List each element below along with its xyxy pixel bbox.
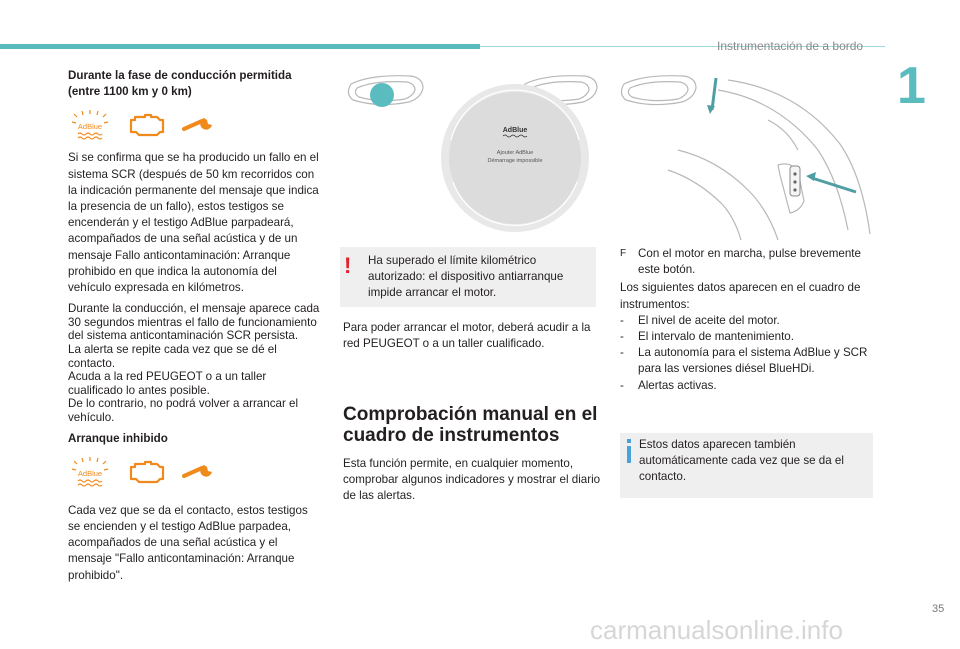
info-callout — [620, 433, 873, 498]
heading-start-inhibited: Arranque inhibido — [68, 431, 168, 445]
list-item: - El intervalo de mantenimiento. — [620, 330, 794, 344]
cluster-message-line1: Ajouter AdBlue — [496, 150, 534, 156]
paragraph-go-to-dealer: Para poder arrancar el motor, deberá acudir a la red PEUGEOT o a un taller cualificado. — [343, 321, 591, 351]
warning-icons-row-2 — [68, 455, 323, 489]
paragraph-scr-fault: Si se confirma que se ha producido un fallo en el sistema SCR (después de 50 km recorridos con la indicación permanente del mensaje que indica la presencia de un fallo), estos testigos se encenderán y el testigo AdBlue parpadeará, acompañados de una señal acústica y de un mensaje Fallo anticontaminación: Arranque prohibido en que indica la autonomía del vehículo expresada en kilómetros. — [68, 151, 319, 295]
list-item: - La autonomía para el sistema AdBlue y SCR para las versiones diésel BlueHDi. — [620, 346, 868, 376]
chapter-number: 1 — [897, 57, 926, 115]
data-list — [620, 313, 874, 394]
svg-text:AdBlue: AdBlue — [77, 468, 103, 478]
engine-warning-icon — [128, 459, 166, 485]
engine-warning-icon — [128, 112, 166, 138]
steering-wheel-button-illustration — [618, 70, 873, 240]
instrument-cluster-illustration — [345, 70, 600, 240]
section-title-manual-check: Comprobación manual en el cuadro de instrumentos — [343, 404, 598, 446]
page-number: 35 — [932, 603, 945, 615]
step-press-button — [620, 246, 874, 278]
paragraph-start-inhibited: Cada vez que se da el contacto, estos testigos se encienden y el testigo AdBlue parpadea, acompañados de una señal acústica y el mensaje "Fallo anticontaminación: Arranque prohibido". — [68, 503, 308, 582]
paragraph-driving-message: Durante la conducción, el mensaje aparece cada 30 segundos mientras el fallo de funcionamiento del sistema anticontaminación SCR persista. La alerta se repite cada vez que se dé el contacto. Acuda a la red PEUGEOT o a un taller cualificado lo antes posible. De lo contrario, no podrá volver a arrancar el vehículo. — [68, 302, 320, 424]
right-column — [620, 246, 874, 394]
warning-text: Ha superado el límite kilométrico autorizado: el dispositivo antiarranque impide arrancar el motor. — [368, 254, 564, 300]
watermark: carmanualsonline.info — [590, 615, 843, 645]
cluster-adblue-label: AdBlue — [502, 127, 528, 134]
page-header-title: Instrumentación de a bordo — [717, 39, 864, 53]
adblue-icon — [68, 108, 112, 142]
warning-icons-row-1 — [68, 108, 323, 142]
list-item: - Alertas activas. — [620, 378, 717, 392]
wrench-icon — [182, 462, 216, 482]
paragraph-data-intro: Los siguientes datos aparecen en el cuadro de instrumentos: — [620, 281, 861, 311]
step-arrow-icon: F — [620, 248, 627, 259]
left-column — [68, 68, 323, 590]
adblue-icon — [68, 455, 112, 489]
warning-callout — [340, 247, 596, 307]
paragraph-function-description: Esta función permite, en cualquier momento, comprobar algunos indicadores y mostrar el diario de las alertas. — [343, 457, 601, 503]
cluster-message-line2: Démarrage impossible — [487, 158, 543, 164]
header-accent-bar — [0, 44, 480, 49]
heading-driving-phase: Durante la fase de conducción permitida (entre 1100 km y 0 km) — [68, 69, 292, 99]
warning-exclamation-icon: ! — [344, 253, 352, 278]
info-icon — [625, 439, 633, 463]
list-item: - El nivel de aceite del motor. — [620, 313, 780, 327]
step-text: Con el motor en marcha, pulse brevemente este botón. — [638, 247, 861, 277]
info-text: Estos datos aparecen también automáticamente cada vez que se da el contacto. — [639, 438, 844, 484]
svg-text:AdBlue: AdBlue — [77, 122, 103, 132]
wrench-icon — [182, 115, 216, 135]
